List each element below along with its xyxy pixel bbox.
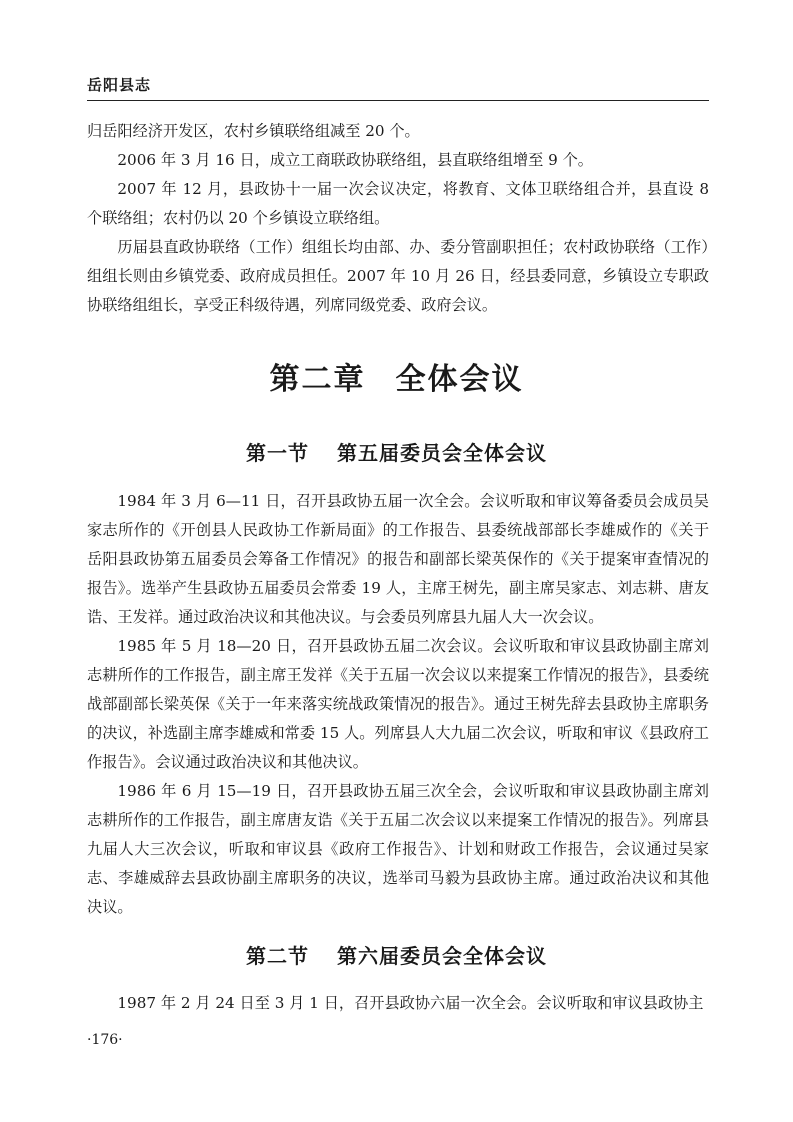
running-head-title: 岳阳县志 [87, 76, 152, 94]
paragraph: 归岳阳经济开发区，农村乡镇联络组减至 20 个。 [87, 122, 420, 140]
page-number: ·176· [87, 1032, 123, 1048]
paragraph: 历届县直政协联络（工作）组组长均由部、办、委分管副职担任；农村政协联络（工作）组组长则由乡镇党委、政府成员担任。2007 年 10 月 26 日，经县委同意，乡镇设立专职政协联络组组长，享受正科级待遇，列席同级党委、政府会议。 [87, 238, 709, 314]
paragraph: 1985 年 5 月 18—20 日，召开县政协五届二次会议。会议听取和审议县政协副主席刘志耕所作的工作报告，副主席王发祥《关于五届一次会议以来提案工作情况的报告》，县委统战部副部长梁英保《关于一年来落实统战政策情况的报告》。通过王树先辞去县政协主席职务的决议，补选副主席李雄威和常委 15 人。列席县人大九届二次会议，听取和审议《县政府工作报告》。会议通过政治决议和其他决议。 [87, 637, 709, 771]
chapter-heading [0, 354, 793, 398]
section-number: 第二节 [246, 944, 309, 968]
chapter-number: 第二章 [269, 362, 366, 397]
paragraph: 2007 年 12 月，县政协十一届一次会议决定，将教育、文体卫联络组合并，县直设 8 个联络组；农村仍以 20 个乡镇设立联络组。 [87, 180, 709, 227]
section-heading [0, 437, 793, 466]
section-title: 第五届委员会全体会议 [337, 441, 547, 465]
chapter-title: 全体会议 [395, 362, 524, 397]
section-body [87, 487, 709, 922]
paragraph: 1986 年 6 月 15—19 日，召开县政协五届三次全会，会议听取和审议县政协副主席刘志耕所作的工作报告，副主席唐友诰《关于五届二次会议以来提案工作情况的报告》。列席县九届人大三次会议，听取和审议县《政府工作报告》、计划和财政工作报告，会议通过吴家志、李雄威辞去县政协副主席职务的决议，选举司马毅为县政协主席。通过政治决议和其他决议。 [87, 782, 709, 916]
header-rule [87, 100, 709, 101]
section-number: 第一节 [246, 441, 309, 465]
section-title: 第六届委员会全体会议 [337, 944, 547, 968]
section-body [87, 989, 709, 1018]
paragraph: 2006 年 3 月 16 日，成立工商联政协联络组，县直联络组增至 9 个。 [117, 151, 593, 169]
intro-text-block [87, 117, 709, 320]
section-heading [0, 940, 793, 969]
paragraph: 1987 年 2 月 24 日至 3 月 1 日，召开县政协六届一次全会。会议听取和审议县政协主 [117, 994, 704, 1012]
paragraph: 1984 年 3 月 6—11 日，召开县政协五届一次全会。会议听取和审议筹备委员会成员吴家志所作的《开创县人民政协工作新局面》的工作报告、县委统战部部长李雄威作的《关于岳阳县政协第五届委员会筹备工作情况》的报告和副部长梁英保作的《关于提案审查情况的报告》。选举产生县政协五届委员会常委 19 人，主席王树先，副主席吴家志、刘志耕、唐友诰、王发祥。通过政治决议和其他决议。与会委员列席县九届人大一次会议。 [87, 492, 709, 626]
